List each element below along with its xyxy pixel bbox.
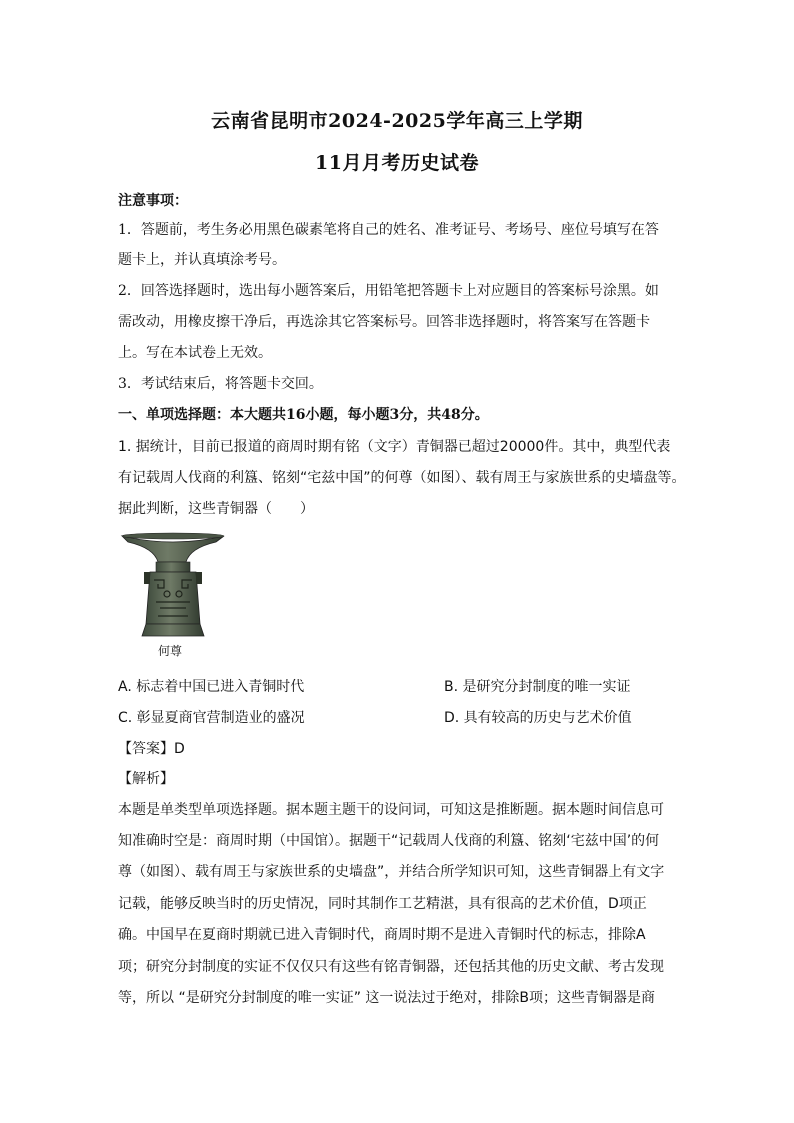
- option-d: D. 具有较高的历史与艺术价值: [444, 710, 632, 726]
- notice-line: 1．答题前，考生务必用黑色碳素笔将自己的姓名、准考证号、考场号、座位号填写在答: [118, 222, 659, 238]
- exam-title-line1: 云南省昆明市2024-2025学年高三上学期: [211, 110, 583, 132]
- option-a: A. 标志着中国已进入青铜时代: [118, 679, 305, 695]
- exam-title-line2: 11月月考历史试卷: [315, 152, 479, 174]
- option-b: B. 是研究分封制度的唯一实证: [444, 679, 631, 695]
- notice-heading: 注意事项：: [118, 193, 188, 209]
- question-stem-line: 据此判断，这些青铜器（ ）: [118, 501, 314, 517]
- analysis-line: 等，所以 “是研究分封制度的唯一实证” 这一说法过于绝对，排除B项；这些青铜器是商: [118, 990, 656, 1006]
- notice-line: 上。写在本试卷上无效。: [118, 345, 272, 361]
- notice-line: 需改动，用橡皮擦干净后，再选涂其它答案标号。回答非选择题时，将答案写在答题卡: [118, 314, 650, 330]
- notice-line: 3．考试结束后，将答题卡交回。: [118, 376, 323, 392]
- question-stem-line: 有记载周人伐商的利簋、铭刻“宅兹中国”的何尊（如图）、载有周王与家族世系的史墙盘等。: [118, 470, 686, 486]
- notice-line: 2．回答选择题时，选出每小题答案后，用铅笔把答题卡上对应题目的答案标号涂黑。如: [118, 283, 659, 299]
- image-caption: 何尊: [158, 644, 183, 658]
- analysis-line: 记载，能够反映当时的历史情况，同时其制作工艺精湛，具有很高的艺术价值，D项正: [118, 896, 647, 912]
- section-heading: 一、单项选择题：本大题共16小题，每小题3分，共48分。: [118, 407, 489, 423]
- analysis-line: 知准确时空是：商周时期（中国馆）。据题干“记载周人伐商的利簋、铭刻‘宅兹中国’的何: [118, 833, 660, 849]
- analysis-line: 项；研究分封制度的实证不仅仅只有这些有铭青铜器，还包括其他的历史文献、考古发现: [118, 959, 664, 975]
- analysis-line: 尊（如图）、载有周王与家族世系的史墙盘”，并结合所学知识可知，这些青铜器上有文字: [118, 864, 665, 880]
- analysis-line: 本题是单类型单项选择题。据本题主题干的设问词，可知这是推断题。据本题时间信息可: [118, 802, 664, 818]
- question-stem-line: 1. 据统计，目前已报道的商周时期有铭（文字）青铜器已超过20000件。其中，典型代表: [118, 439, 671, 455]
- answer-label: 【答案】D: [118, 741, 185, 757]
- notice-line: 题卡上，并认真填涂考号。: [118, 252, 286, 268]
- he-zun-bronze-image: [120, 532, 226, 642]
- analysis-heading: 【解析】: [118, 771, 174, 787]
- option-c: C. 彰显夏商官营制造业的盛况: [118, 710, 305, 726]
- analysis-line: 确。中国早在夏商时期就已进入青铜时代，商周时期不是进入青铜时代的标志，排除A: [118, 927, 646, 943]
